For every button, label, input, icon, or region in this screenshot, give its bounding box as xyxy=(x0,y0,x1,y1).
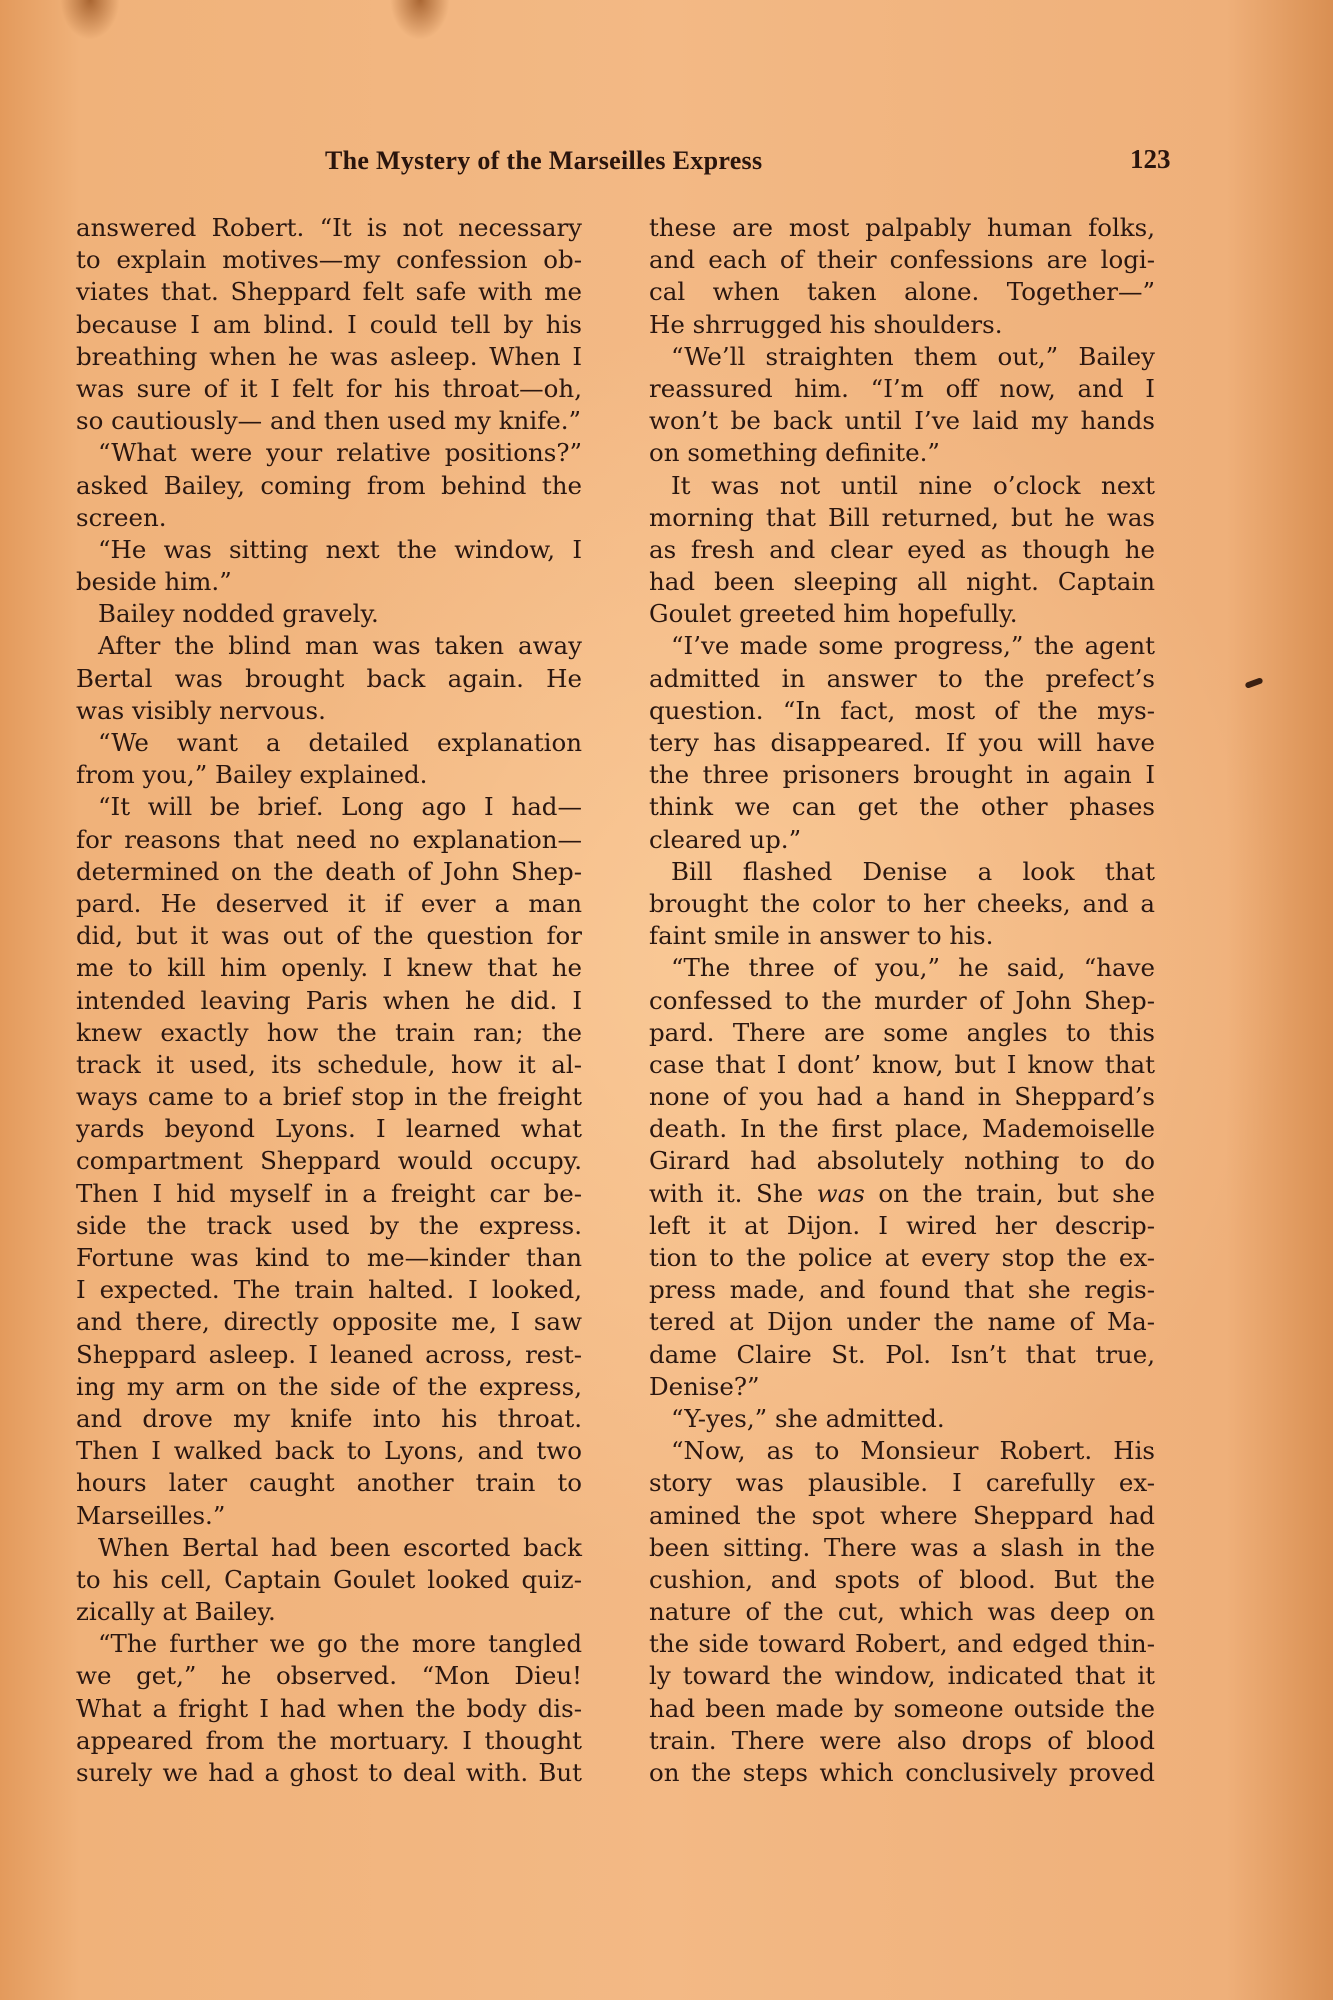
text-line: admitted in answer to the prefect’s xyxy=(649,663,1155,693)
text-line: It was not until nine o’clock next xyxy=(671,470,1155,500)
text-line: “The three of you,” he said, “have xyxy=(671,953,1155,983)
text-line: track it used, its schedule, how it al- xyxy=(76,1049,582,1079)
text-line: side the track used by the express. xyxy=(76,1210,582,1240)
page-stain xyxy=(60,0,120,40)
page-number: 123 xyxy=(1130,144,1171,174)
text-line: on the steps which conclusively proved xyxy=(649,1758,1155,1787)
text-line: knew exactly how the train ran; the xyxy=(76,1017,582,1047)
text-line: death. In the first place, Mademoiselle xyxy=(649,1114,1155,1144)
text-line: tery has disappeared. If you will have xyxy=(649,728,1155,757)
text-line: pard. There are some angles to this xyxy=(649,1017,1155,1047)
text-line: me to kill him openly. I knew that he xyxy=(76,953,582,983)
text-line: zically at Bailey. xyxy=(76,1597,276,1627)
text-line: intended leaving Paris when he did. I xyxy=(76,985,582,1015)
text-line: “We want a detailed explanation xyxy=(98,728,582,757)
text-line: morning that Bill returned, but he was xyxy=(649,502,1155,532)
text-line: screen. xyxy=(76,502,167,532)
text-line: cushion, and spots of blood. But the xyxy=(649,1564,1155,1594)
text-line: confessed to the murder of John Shep- xyxy=(649,985,1155,1015)
text-line: left it at Dijon. I wired her descrip- xyxy=(649,1210,1155,1240)
text-line: “Now, as to Monsieur Robert. His xyxy=(671,1436,1155,1466)
right-text-column xyxy=(649,212,1155,1789)
text-line: we get,” he observed. “Mon Dieu! xyxy=(76,1661,582,1691)
text-line: pard. He deserved it if ever a man xyxy=(76,888,582,918)
text-line: ing my arm on the side of the express, xyxy=(76,1371,582,1401)
text-line: appeared from the mortuary. I thought xyxy=(76,1725,582,1755)
text-line: Marseilles.” xyxy=(76,1500,226,1530)
text-line: had been made by someone outside the xyxy=(649,1693,1155,1723)
text-line: yards beyond Lyons. I learned what xyxy=(76,1114,582,1144)
text-line: ways came to a brief stop in the freight xyxy=(76,1082,582,1112)
text-line: question. “In fact, most of the mys- xyxy=(649,695,1155,725)
text-line: as fresh and clear eyed as though he xyxy=(649,534,1155,564)
italic-emphasis: was xyxy=(816,1178,865,1208)
text-line: from you,” Bailey explained. xyxy=(76,760,428,790)
running-title: The Mystery of the Marseilles Express xyxy=(325,146,763,175)
text-line: had been sleeping all night. Captain xyxy=(649,567,1155,597)
text-line: I expected. The train halted. I looked, xyxy=(76,1275,582,1305)
text-line: “I’ve made some progress,” the agent xyxy=(671,631,1155,661)
text-line: compartment Sheppard would occupy. xyxy=(76,1146,582,1176)
text-line: and there, directly opposite me, I saw xyxy=(76,1307,582,1337)
text-line: Then I walked back to Lyons, and two xyxy=(76,1436,582,1466)
text-line: “What were your relative positions?” xyxy=(98,438,582,468)
text-line: the side toward Robert, and edged thin- xyxy=(649,1629,1155,1659)
text-line: won’t be back until I’ve laid my hands xyxy=(649,406,1155,436)
text-line: tion to the police at every stop the ex- xyxy=(649,1243,1155,1272)
text-line: because I am blind. I could tell by his xyxy=(76,309,582,339)
text-line: asked Bailey, coming from behind the xyxy=(76,470,582,500)
text-line: Girard had absolutely nothing to do xyxy=(649,1146,1155,1176)
text-line: so cautiously— and then used my knife.” xyxy=(76,406,582,436)
text-line: faint smile in answer to his. xyxy=(649,921,994,951)
text-line: with it. She was on the train, but she xyxy=(649,1178,1155,1208)
text-line: “We’ll straighten them out,” Bailey xyxy=(671,341,1155,371)
text-line: the three prisoners brought in again I xyxy=(649,760,1155,790)
text-line: to his cell, Captain Goulet looked quiz- xyxy=(76,1564,582,1594)
text-line: was visibly nervous. xyxy=(76,695,326,725)
text-line: amined the spot where Sheppard had xyxy=(649,1500,1155,1530)
text-line: did, but it was out of the question for xyxy=(76,921,582,951)
text-line: press made, and found that she regis- xyxy=(649,1275,1155,1305)
text-line: cal when taken alone. Together—” xyxy=(649,277,1155,307)
text-line: been sitting. There was a slash in the xyxy=(649,1532,1155,1562)
text-line: What a fright I had when the body dis- xyxy=(76,1693,582,1723)
text-line: and each of their confessions are logi- xyxy=(649,245,1155,275)
text-line: ly toward the window, indicated that it xyxy=(649,1661,1155,1691)
text-line: He shrrugged his shoulders. xyxy=(649,309,1003,339)
ink-mark xyxy=(1245,677,1264,689)
text-line: for reasons that need no explanation— xyxy=(76,824,582,854)
text-line: case that I dont’ know, but I know that xyxy=(649,1049,1155,1079)
text-line: brought the color to her cheeks, and a xyxy=(649,888,1155,918)
text-line: and drove my knife into his throat. xyxy=(76,1403,582,1433)
text-line: reassured him. “I’m off now, and I xyxy=(649,373,1155,403)
text-line: hours later caught another train to xyxy=(76,1468,582,1498)
text-line: train. There were also drops of blood xyxy=(649,1725,1155,1755)
text-line: on something definite.” xyxy=(649,438,940,468)
text-line: breathing when he was asleep. When I xyxy=(76,341,582,371)
text-line: Bertal was brought back again. He xyxy=(76,663,582,693)
text-line: Goulet greeted him hopefully. xyxy=(649,599,1018,629)
text-line: nature of the cut, which was deep on xyxy=(649,1597,1155,1627)
text-line: Bill flashed Denise a look that xyxy=(671,856,1155,886)
left-text-column xyxy=(76,212,582,1789)
text-line: dame Claire St. Pol. Isn’t that true, xyxy=(649,1339,1155,1369)
text-line: viates that. Sheppard felt safe with me xyxy=(76,277,582,307)
text-line: Then I hid myself in a freight car be- xyxy=(76,1178,582,1208)
text-line: to explain motives—my confession ob- xyxy=(76,245,582,275)
text-line: “The further we go the more tangled xyxy=(98,1629,582,1659)
text-line: “He was sitting next the window, I xyxy=(98,534,582,564)
page-stain xyxy=(390,0,450,40)
text-line: “Y-yes,” she admitted. xyxy=(671,1403,945,1433)
text-line: cleared up.” xyxy=(649,824,802,854)
text-line: story was plausible. I carefully ex- xyxy=(649,1468,1155,1498)
text-line: answered Robert. “It is not necessary xyxy=(76,213,582,242)
text-line: think we can get the other phases xyxy=(649,792,1155,822)
text-line: tered at Dijon under the name of Ma- xyxy=(649,1307,1155,1337)
text-line: beside him.” xyxy=(76,567,232,597)
text-line: these are most palpably human folks, xyxy=(649,213,1155,242)
text-line: Denise?” xyxy=(649,1371,760,1401)
text-line: When Bertal had been escorted back xyxy=(98,1532,582,1562)
text-line: Bailey nodded gravely. xyxy=(98,599,379,629)
text-line: none of you had a hand in Sheppard’s xyxy=(649,1082,1155,1112)
text-line: After the blind man was taken away xyxy=(98,631,582,661)
text-line: Fortune was kind to me—kinder than xyxy=(76,1243,582,1272)
text-line: “It will be brief. Long ago I had— xyxy=(98,792,582,822)
text-line: surely we had a ghost to deal with. But xyxy=(76,1758,582,1787)
text-line: was sure of it I felt for his throat—oh, xyxy=(76,373,582,403)
text-line: Sheppard asleep. I leaned across, rest- xyxy=(76,1339,582,1369)
text-line: determined on the death of John Shep- xyxy=(76,856,582,886)
